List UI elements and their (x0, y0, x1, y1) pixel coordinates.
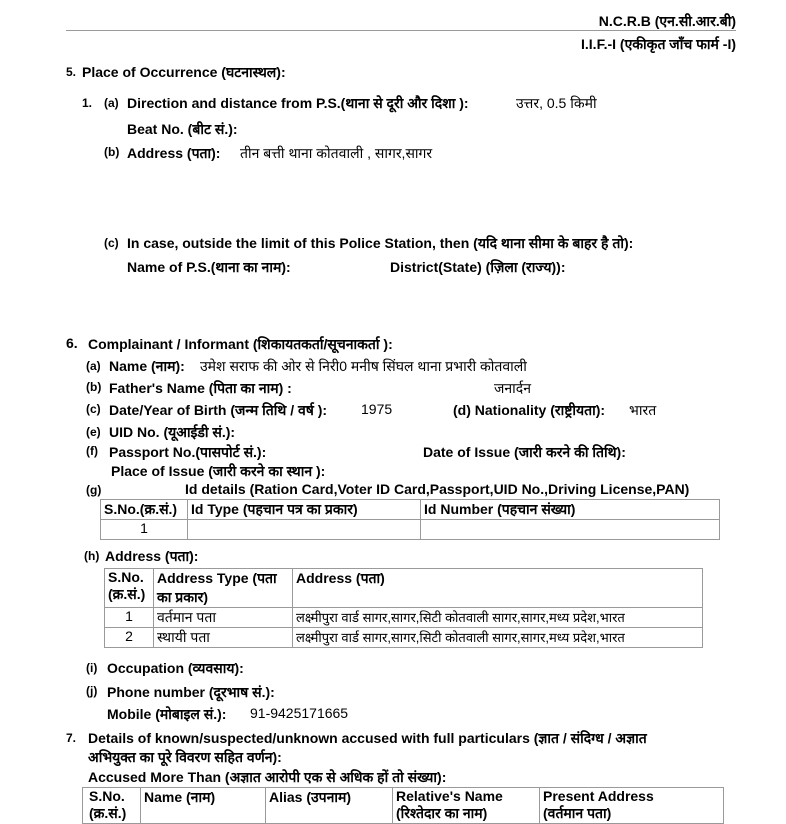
column-header (393, 788, 540, 824)
table-cell: 1 (105, 608, 154, 628)
address-title: Address (पता): (105, 548, 199, 564)
header-ncrb: N.C.R.B (एन.सी.आर.बी) (598, 13, 736, 29)
occurrence-address-value: तीन बत्ती थाना कोतवाली , सागर,सागर (240, 145, 433, 161)
section-7-title: Details of known/suspected/unknown accused with full particulars (ज्ञात / संदिग्ध / अज्ञात (88, 730, 647, 746)
section-7-title-cont: अभियुक्त का पूरे विवरण सहित वर्णन): (88, 749, 282, 765)
place-of-issue-label: Place of Issue (जारी करने का स्थान ): (111, 463, 326, 479)
mobile-value: 91-9425171665 (250, 705, 349, 721)
item-marker-e: (e) (86, 425, 101, 439)
table-cell: वर्तमान पता (154, 608, 293, 628)
header-line-cut: (वर्तमान पता) (543, 805, 612, 821)
nationality-value: भारत (629, 402, 657, 418)
table-row (101, 520, 720, 540)
table-header-row (83, 788, 724, 824)
item-marker-f: (f) (86, 444, 98, 458)
header-line: Present Address (543, 788, 654, 804)
section-5-number: 5. (66, 65, 77, 79)
nationality-label: (d) Nationality (राष्ट्रीयता): (453, 402, 606, 418)
header-rule (66, 30, 736, 31)
outside-limit-label: In case, outside the limit of this Police Station, then (यदि थाना सीमा के बाहर है तो): (127, 235, 634, 251)
header-line: Relative's Name (396, 788, 503, 804)
column-header: Id Number (पहचान संख्या) (421, 500, 720, 520)
id-details-title: Id details (Ration Card,Voter ID Card,Passport,UID No.,Driving License,PAN) (185, 481, 690, 497)
table-row (105, 608, 703, 628)
column-header: Address (पता) (293, 569, 703, 608)
header-line-cut: (रिश्तेदार का नाम) (396, 805, 488, 821)
table-cell (421, 520, 720, 540)
district-label: District(State) (ज़िला (राज्य)): (390, 259, 566, 275)
header-line: Name (नाम) (144, 789, 216, 805)
item-marker-b: (b) (104, 145, 120, 159)
item-marker-i: (i) (86, 661, 98, 675)
item-marker-j: (j) (86, 684, 98, 698)
column-header (141, 788, 266, 824)
column-header: S.No. (क्र.सं.) (105, 569, 154, 608)
table-cell: स्थायी पता (154, 628, 293, 648)
beat-no-label: Beat No. (बीट सं.): (127, 121, 238, 137)
section-7-number: 7. (66, 731, 77, 745)
id-details-table (100, 499, 720, 540)
table-cell: लक्ष्मीपुरा वार्ड सागर,सागर,सिटी कोतवाली सागर,सागर,मध्य प्रदेश,भारत (293, 628, 703, 648)
section-6-title: Complainant / Informant (शिकायतकर्ता/सूचनाकर्ता ): (88, 336, 393, 352)
table-cell: 1 (101, 520, 188, 540)
header-form-title: I.I.F.-I (एकीकृत जाँच फार्म -I) (581, 36, 736, 52)
table-cell: 2 (105, 628, 154, 648)
accused-table (82, 787, 724, 824)
occupation-label: Occupation (व्यवसाय): (107, 660, 244, 676)
item-marker-b: (b) (86, 380, 102, 394)
birth-year-value: 1975 (361, 401, 393, 417)
date-of-issue-label: Date of Issue (जारी करने की तिथि): (423, 444, 626, 460)
section-5-sub-number: 1. (82, 96, 93, 110)
section-6-number: 6. (66, 335, 78, 351)
table-header-row (101, 500, 720, 520)
item-marker-c: (c) (104, 236, 119, 250)
table-cell: लक्ष्मीपुरा वार्ड सागर,सागर,सिटी कोतवाली सागर,सागर,मध्य प्रदेश,भारत (293, 608, 703, 628)
section-5-title: Place of Occurrence (घटनास्थल): (82, 64, 286, 80)
header-line: Alias (उपनाम) (269, 789, 352, 805)
birth-year-label: Date/Year of Birth (जन्म तिथि / वर्ष ): (109, 402, 328, 418)
ps-name-label: Name of P.S.(थाना का नाम): (127, 259, 291, 275)
occurrence-address-label: Address (पता): (127, 145, 221, 161)
item-marker-a: (a) (86, 359, 101, 373)
direction-value: उत्तर, 0.5 किमी (516, 95, 597, 111)
table-cell (188, 520, 421, 540)
address-table (104, 568, 703, 648)
father-name-label: Father's Name (पिता का नाम) : (109, 380, 292, 396)
column-header: S.No.(क्र.सं.) (101, 500, 188, 520)
header-line-cut: (क्र.सं.) (89, 805, 127, 821)
complainant-name-value: उमेश सराफ की ओर से निरी0 मनीष सिंघल थाना प्रभारी कोतवाली (200, 358, 527, 374)
item-marker-g: (g) (86, 483, 102, 497)
column-header: Address Type (पता का प्रकार) (154, 569, 293, 608)
mobile-label: Mobile (मोबाइल सं.): (107, 706, 227, 722)
column-header: Id Type (पहचान पत्र का प्रकार) (188, 500, 421, 520)
direction-label: Direction and distance from P.S.(थाना से दूरी और दिशा ): (127, 95, 469, 111)
table-header-row (105, 569, 703, 608)
phone-label: Phone number (दूरभाष सं.): (107, 684, 275, 700)
uid-label: UID No. (यूआईडी सं.): (109, 424, 236, 440)
column-header (83, 788, 141, 824)
column-header (540, 788, 724, 824)
complainant-name-label: Name (नाम): (109, 358, 185, 374)
item-marker-h: (h) (84, 549, 100, 563)
accused-more-than-label: Accused More Than (अज्ञात आरोपी एक से अधिक हों तो संख्या): (88, 769, 447, 785)
item-marker-c: (c) (86, 402, 101, 416)
column-header (266, 788, 393, 824)
table-row (105, 628, 703, 648)
father-name-value: जनार्दन (494, 380, 531, 396)
passport-label: Passport No.(पासपोर्ट सं.): (109, 444, 267, 460)
header-line: S.No. (89, 788, 125, 804)
item-marker-a: (a) (104, 96, 119, 110)
